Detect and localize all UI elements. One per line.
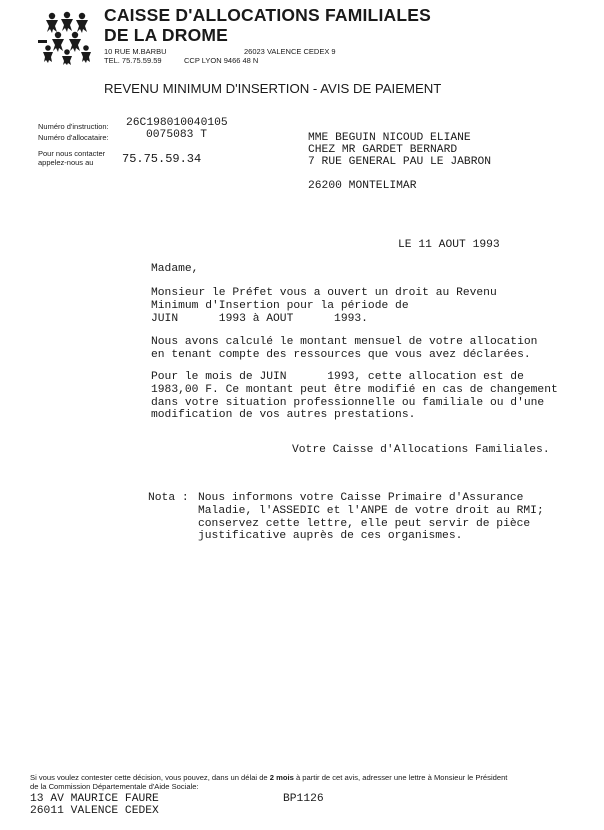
recipient-line2: CHEZ MR GARDET BERNARD xyxy=(308,144,458,156)
nota-line: Maladie, l'ASSEDIC et l'ANPE de votre droit au RMI; xyxy=(198,504,544,517)
org-tel: TEL. 75.75.59.59 xyxy=(104,56,162,65)
commission-address-line1: 13 AV MAURICE FAURE xyxy=(30,793,159,805)
paragraph-line: modification de vos autres prestations. xyxy=(151,409,416,422)
paragraph-line: dans votre situation professionnelle ou familiale ou d'une xyxy=(151,396,545,409)
paragraph-amount xyxy=(151,371,558,422)
nota-line: Nous informons votre Caisse Primaire d'Assurance xyxy=(198,492,524,504)
org-ccp: CCP LYON 9466 48 N xyxy=(184,56,259,65)
paragraph-line: Minimum d'Insertion pour la période de xyxy=(151,299,409,312)
recipient-line3: 7 RUE GENERAL PAU LE JABRON xyxy=(308,156,492,168)
contact-label-line1: Pour nous contacter xyxy=(38,149,106,158)
appeal-notice-part1: Si vous voulez contester cette décision, vous pouvez, dans un délai de xyxy=(30,773,270,782)
paragraph-calculation xyxy=(151,336,537,362)
contact-label-line2: appelez-nous au xyxy=(38,158,94,167)
caf-logo xyxy=(38,10,98,65)
org-name-line1: CAISSE D'ALLOCATIONS FAMILIALES xyxy=(104,5,431,25)
appeal-notice-deadline: 2 mois xyxy=(269,773,294,782)
caf-logo-figures-icon xyxy=(38,10,98,65)
contact-phone-value: 75.75.59.34 xyxy=(122,152,202,166)
allocataire-number-label: Numéro d'allocataire: xyxy=(38,133,109,142)
appeal-notice-part2: à partir de cet avis, adresser une lettre à Monsieur le Président xyxy=(293,773,508,782)
allocataire-number-value: 0075083 T xyxy=(146,129,208,141)
signature: Votre Caisse d'Allocations Familiales. xyxy=(292,444,550,456)
paragraph-line: en tenant compte des ressources que vous avez déclarées. xyxy=(151,348,531,361)
paragraph-line: 1983,00 F. Ce montant peut être modifié en cas de changement xyxy=(151,383,558,396)
nota-label: Nota : xyxy=(148,492,189,504)
paragraph-line: Nous avons calculé le montant mensuel de votre allocation xyxy=(151,336,538,348)
paragraph-rights xyxy=(151,287,497,325)
nota-text xyxy=(198,492,544,543)
recipient-line1: MME BEGUIN NICOUD ELIANE xyxy=(308,132,471,144)
instruction-number-label: Numéro d'instruction: xyxy=(38,122,109,131)
letter-date: LE 11 AOUT 1993 xyxy=(398,239,500,251)
org-name-line2: DE LA DROME xyxy=(104,25,229,45)
appeal-notice-line2: de la Commission Départementale d'Aide Sociale: xyxy=(30,782,199,791)
org-address: 10 RUE M.BARBU xyxy=(104,47,167,56)
commission-address-line2: 26011 VALENCE CEDEX xyxy=(30,805,159,817)
nota-line: justificative auprès de ces organismes. xyxy=(198,530,463,543)
salutation: Madame, xyxy=(151,263,199,275)
document-title: REVENU MINIMUM D'INSERTION - AVIS DE PAIEMENT xyxy=(104,81,442,96)
appeal-notice-line1 xyxy=(30,773,507,782)
paragraph-line: JUIN 1993 à AOUT 1993. xyxy=(151,312,368,325)
org-city: 26023 VALENCE CEDEX 9 xyxy=(244,47,336,56)
nota-line: conservez cette lettre, elle peut servir de pièce xyxy=(198,517,531,530)
recipient-line4: 26200 MONTELIMAR xyxy=(308,180,417,192)
paragraph-line: Monsieur le Préfet vous a ouvert un droit au Revenu xyxy=(151,287,497,299)
commission-bp: BP1126 xyxy=(283,793,324,805)
instruction-number-value: 26C198010040105 xyxy=(126,117,228,129)
paragraph-line: Pour le mois de JUIN 1993, cette allocation est de xyxy=(151,371,524,383)
